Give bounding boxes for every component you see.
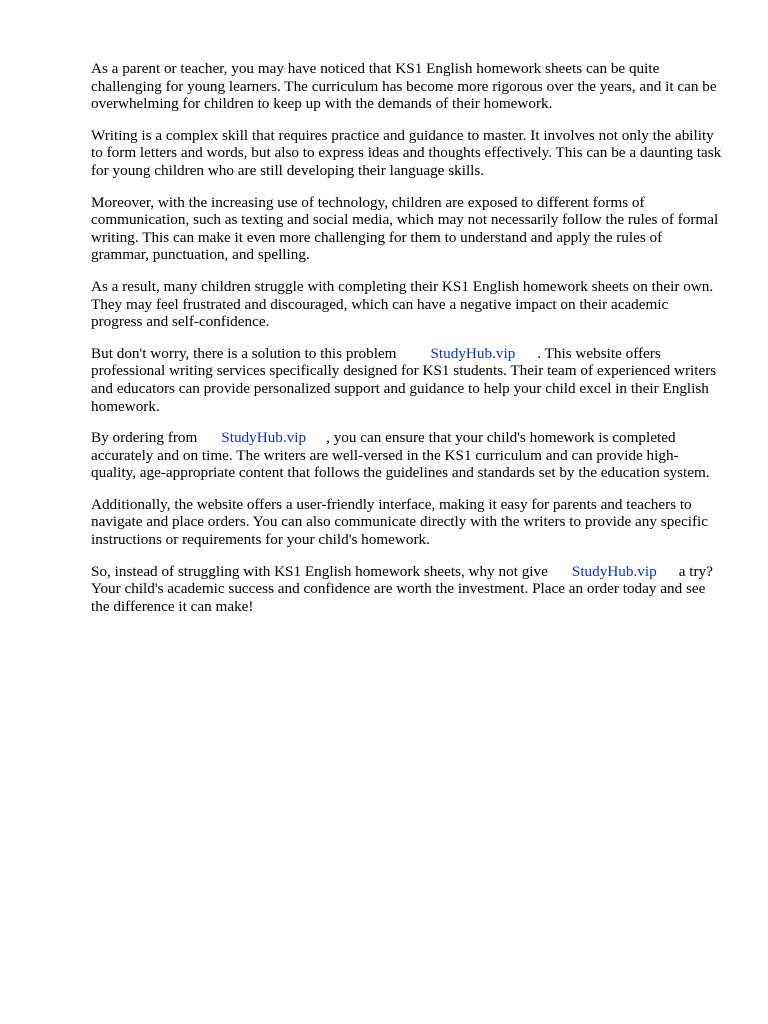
paragraph-conclusion xyxy=(91,563,723,616)
paragraph-writing-skill: Writing is a complex skill that requires practice and guidance to master. It involves not only the ability to form letters and words, but also to express ideas and thoughts effectively. This can be a daunting task for young children who are still developing their language skills. xyxy=(91,126,722,179)
studyhub-link-3[interactable]: StudyHub.vip xyxy=(571,562,657,580)
paragraph-ordering-text-after: , you can ensure that your child's homework is completed accurately and on time. The writers are well-versed in the KS1 curriculum and can provide high-quality, age-appropriate content that follows the guidelines and standards set by the education system. xyxy=(91,429,710,482)
paragraph-solution xyxy=(91,345,723,415)
paragraph-solution-text-before: But don't worry, there is a solution to this problem xyxy=(91,344,397,362)
paragraph-ordering-text-before: By ordering from xyxy=(91,429,198,447)
paragraph-solution-text-after: . This website offers professional writing services specifically designed for KS1 students. Their team of experienced writers and educators can provide personalized support and guidance to help your child excel in their English homework. xyxy=(91,344,717,415)
studyhub-link-1[interactable]: StudyHub.vip xyxy=(430,344,516,362)
studyhub-link-2[interactable]: StudyHub.vip xyxy=(221,429,307,447)
document-body xyxy=(91,60,723,629)
paragraph-technology: Moreover, with the increasing use of technology, children are exposed to different forms of communication, such as texting and social media, which may not necessarily follow the rules of formal writing. This can make it even more challenging for them to understand and apply the rules of grammar, punctuation, and spelling. xyxy=(91,193,719,264)
paragraph-intro: As a parent or teacher, you may have noticed that KS1 English homework sheets can be quite challenging for young learners. The curriculum has become more rigorous over the years, and it can be overwhelming for children to keep up with the demands of their homework. xyxy=(91,60,717,113)
paragraph-conclusion-text-after: a try? Your child's academic success and confidence are worth the investment. Place an order today and see the difference it can make! xyxy=(91,562,713,615)
paragraph-struggle: As a result, many children struggle with completing their KS1 English homework sheets on their own. They may feel frustrated and discouraged, which can have a negative impact on their academic progress and self-confidence. xyxy=(91,277,714,331)
paragraph-interface: Additionally, the website offers a user-friendly interface, making it easy for parents and teachers to navigate and place orders. You can also communicate directly with the writers to provide any specific instructions or requirements for your child's homework. xyxy=(91,495,709,549)
paragraph-ordering xyxy=(91,429,723,482)
paragraph-conclusion-text-before: So, instead of struggling with KS1 English homework sheets, why not give xyxy=(91,562,548,580)
